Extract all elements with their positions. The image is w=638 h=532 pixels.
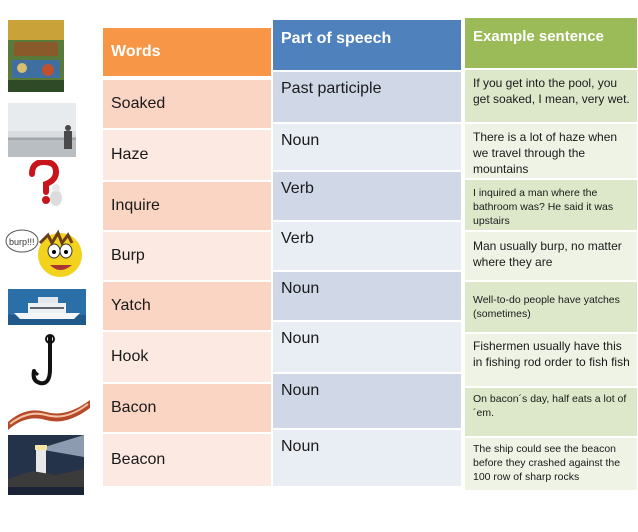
example-sentence-cell: Fishermen usually have this in fishing rod order to fish fish — [465, 334, 637, 386]
example-sentence-cell: The ship could see the beacon before they crashed against the 100 row of sharp rocks — [465, 438, 637, 490]
hazy-waterfront-image — [8, 103, 76, 157]
word-cell: Yatch — [103, 282, 271, 330]
words-header: Words — [103, 28, 271, 76]
example-sentence-cell: Man usually burp, no matter where they are — [465, 232, 637, 280]
word-cell: Burp — [103, 232, 271, 280]
lighthouse-beacon-image — [8, 435, 84, 495]
bacon-strip-image — [6, 392, 92, 430]
word-cell: Inquire — [103, 182, 271, 230]
question-mark-figure-image — [22, 160, 66, 210]
part-of-speech-cell: Verb — [273, 222, 461, 270]
part-of-speech-cell: Noun — [273, 322, 461, 372]
part-of-speech-cell: Verb — [273, 172, 461, 220]
burping-cartoon-image — [4, 225, 86, 281]
part-of-speech-cell: Noun — [273, 430, 461, 486]
example-sentence-cell: There is a lot of haze when we travel through the mountains — [465, 124, 637, 178]
word-cell: Beacon — [103, 434, 271, 486]
amusement-park-ride-image — [8, 20, 64, 92]
part-of-speech-cell: Noun — [273, 272, 461, 320]
example-sentence-header: Example sentence — [465, 18, 637, 68]
word-cell: Bacon — [103, 384, 271, 432]
word-cell: Hook — [103, 332, 271, 382]
part-of-speech-cell: Noun — [273, 374, 461, 428]
part-of-speech-header: Part of speech — [273, 20, 461, 70]
svg-text:burp!!!: burp!!! — [9, 237, 35, 247]
word-cell: Soaked — [103, 80, 271, 128]
yacht-image — [8, 289, 86, 325]
example-sentence-cell: Well-to-do people have yatches (sometimes) — [465, 282, 637, 332]
word-cell: Haze — [103, 130, 271, 180]
hook-image — [28, 333, 70, 393]
part-of-speech-cell: Past participle — [273, 72, 461, 122]
example-sentence-cell: If you get into the pool, you get soaked, I mean, very wet. — [465, 70, 637, 122]
part-of-speech-cell: Noun — [273, 124, 461, 170]
example-sentence-cell: On bacon´s day, half eats a lot of ´em. — [465, 388, 637, 436]
example-sentence-cell: I inquired a man where the bathroom was? He said it was upstairs — [465, 180, 637, 230]
